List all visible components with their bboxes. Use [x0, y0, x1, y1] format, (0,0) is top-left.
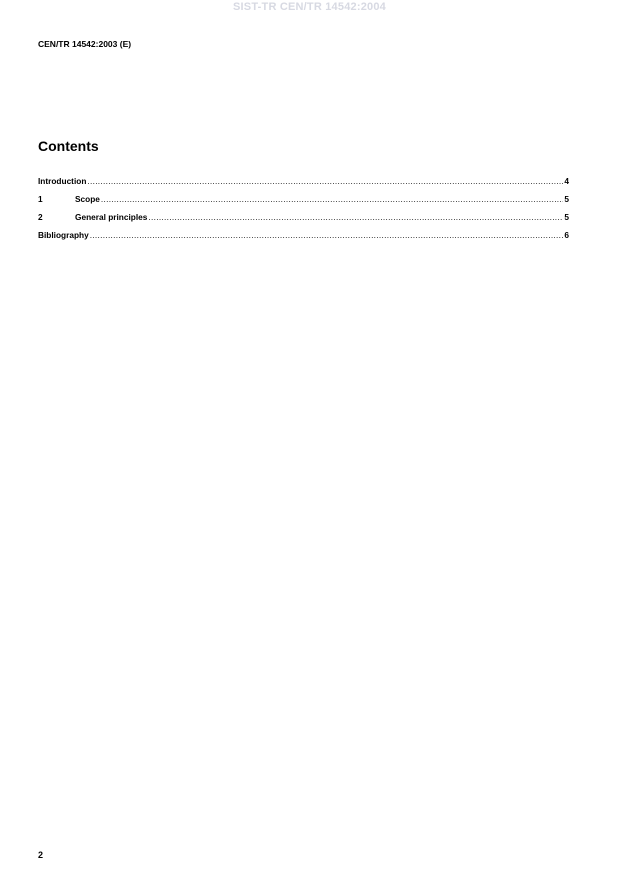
toc-entry-title: Scope	[75, 194, 100, 204]
page-number: 2	[38, 850, 44, 860]
toc-leader-dots	[101, 194, 563, 204]
toc-entry-number: 2	[38, 212, 43, 222]
toc-leader-dots	[148, 212, 563, 222]
toc-entry-title: General principles	[75, 212, 148, 222]
toc-entry-title: Bibliography	[38, 230, 89, 240]
toc-entry-page: 5	[564, 212, 569, 222]
toc-leader-dots	[90, 230, 564, 240]
toc-entry-scope[interactable]	[38, 194, 569, 212]
toc-entry-page: 5	[564, 194, 569, 204]
contents-heading: Contents	[38, 138, 99, 154]
toc-entry-general-principles[interactable]	[38, 212, 569, 230]
watermark: SIST-TR CEN/TR 14542:2004	[233, 1, 386, 13]
toc-entry-bibliography[interactable]	[38, 230, 569, 248]
toc-entry-title: Introduction	[38, 176, 87, 186]
document-id-header: CEN/TR 14542:2003 (E)	[38, 39, 132, 49]
toc-entry-number: 1	[38, 194, 43, 204]
toc-entry-page: 6	[564, 230, 569, 240]
toc-entry-page: 4	[564, 176, 569, 186]
table-of-contents	[38, 176, 569, 248]
toc-entry-introduction[interactable]	[38, 176, 569, 194]
toc-leader-dots	[87, 176, 563, 186]
